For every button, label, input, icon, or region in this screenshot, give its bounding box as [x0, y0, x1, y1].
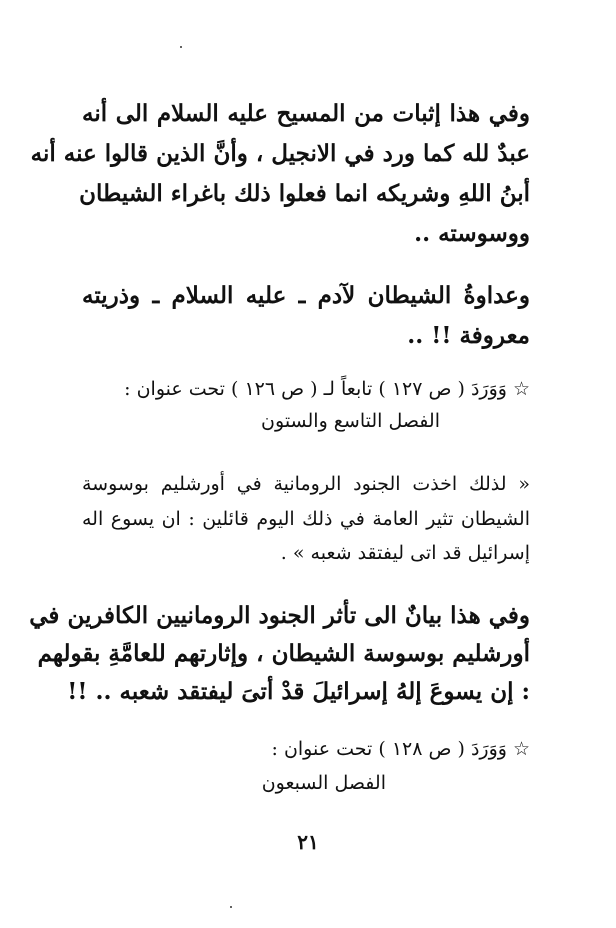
ref2-heading: الفصل السبعون [261, 772, 386, 794]
print-speck [180, 46, 182, 48]
p1-line-4: ووسوسته .. [414, 220, 530, 247]
quote-line-2: الشيطان تثير العامة في ذلك اليوم قائلين : ان يسوع اله [82, 508, 530, 530]
p1-line-3: أبنُ اللهِ وشريكه انما فعلوا ذلك باغراء الشيطان [79, 180, 530, 207]
p2-line-1: وعداوةُ الشيطان لآدم ـ عليه السلام ـ وذريته [82, 282, 530, 309]
p1-line-1: وفي هذا إثبات من المسيح عليه السلام الى أنه [82, 100, 530, 127]
page-number: ٢١ [297, 830, 319, 854]
quote-line-1: « لذلك اخذت الجنود الرومانية في أورشليم بوسوسة [82, 473, 530, 495]
p3-line-1: وفي هذا بيانٌ الى تأثر الجنود الرومانيين الكافرين في [29, 602, 530, 629]
ref2-line-1: ☆ وَوَرَدَ ( ص ١٢٨ ) تحت عنوان : [271, 738, 530, 760]
ref1-heading: الفصل التاسع والستون [261, 410, 440, 432]
p3-line-2: أورشليم بوسوسة الشيطان ، وإثارتهم للعامَّةِ بقولهم [37, 640, 530, 667]
print-speck [230, 906, 232, 908]
ref1-line-1: ☆ وَوَرَدَ ( ص ١٢٧ ) تابعاً لـ ( ص ١٢٦ ) تحت عنوان : [124, 378, 530, 400]
quote-line-3: إسرائيل قد اتى ليفتقد شعبه » . [280, 542, 530, 564]
p1-line-2: عبدٌ لله كما ورد في الانجيل ، وأنَّ الذين قالوا عنه أنه [30, 140, 530, 167]
p2-line-2: معروفة !! .. [407, 322, 530, 349]
p3-line-3: : إن يسوعَ إلهُ إسرائيلَ قدْ أتىَ ليفتقد شعبه .. !! [67, 678, 530, 705]
